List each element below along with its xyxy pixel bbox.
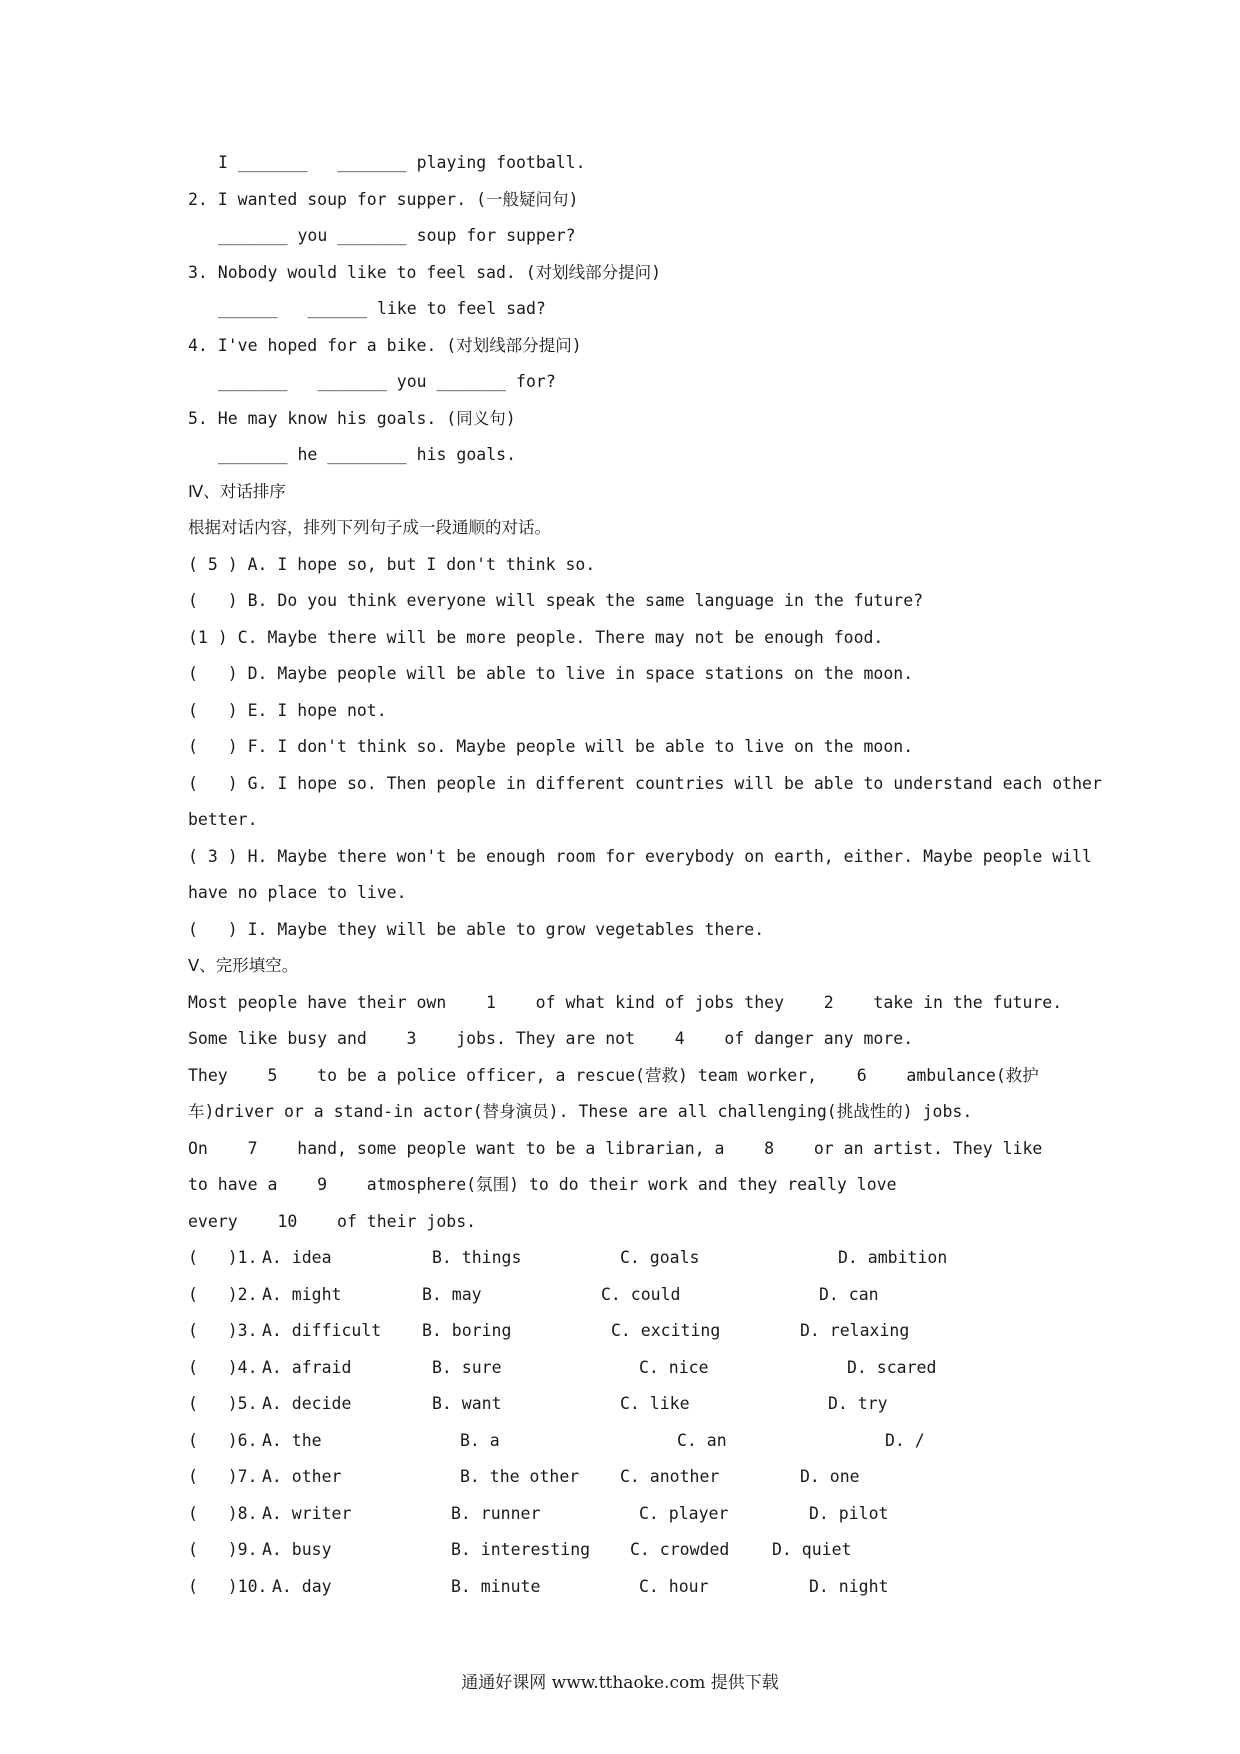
option-c: C. nice [639, 1358, 709, 1377]
option-d: D. one [800, 1467, 860, 1486]
option-a: A. the [262, 1431, 322, 1450]
option-b: B. a [460, 1431, 500, 1450]
option-d: D. relaxing [800, 1321, 910, 1340]
option-a: A. other [262, 1467, 342, 1486]
option-d: D. quiet [772, 1540, 852, 1559]
option-b: B. things [432, 1248, 522, 1267]
option-c: C. hour [639, 1577, 709, 1596]
answer-line-3: ______ ______ like to feel sad? [218, 299, 546, 318]
option-d: D. / [885, 1431, 925, 1450]
option-c: C. exciting [611, 1321, 721, 1340]
answer-line-4: _______ _______ you _______ for? [218, 372, 556, 391]
option-c: C. an [677, 1431, 727, 1450]
option-d: D. ambition [838, 1248, 948, 1267]
passage-line: Some like busy and 3 jobs. They are not 4 of danger any more. [188, 1029, 914, 1048]
option-b: B. the other [460, 1467, 580, 1486]
question-number: ( )2. [188, 1285, 258, 1304]
question-number: ( )7. [188, 1467, 258, 1486]
option-a: A. decide [262, 1394, 352, 1413]
dialogue-line: ( ) D. Maybe people will be able to live in space stations on the moon. [188, 664, 914, 683]
dialogue-line: better. [188, 810, 258, 829]
option-b: B. runner [451, 1504, 541, 1523]
dialogue-line: ( ) E. I hope not. [188, 701, 387, 720]
option-d: D. night [809, 1577, 889, 1596]
passage-line: every 10 of their jobs. [188, 1212, 477, 1231]
question-number: ( )3. [188, 1321, 258, 1340]
option-d: D. try [828, 1394, 888, 1413]
dialogue-line: ( ) B. Do you think everyone will speak the same language in the future? [188, 591, 924, 610]
option-b: B. may [422, 1285, 482, 1304]
option-a: A. difficult [262, 1321, 382, 1340]
option-b: B. boring [422, 1321, 512, 1340]
passage-line: 车)driver or a stand-in actor(替身演员). These are all challenging(挑战性的) jobs. [188, 1102, 973, 1121]
question-number: ( )10. [188, 1577, 268, 1596]
answer-line-1: I _______ _______ playing football. [218, 153, 586, 172]
option-a: A. idea [262, 1248, 332, 1267]
option-c: C. player [639, 1504, 729, 1523]
page-footer: 通通好课网 www.tthaoke.com 提供下载 [461, 1673, 779, 1693]
question-number: ( )9. [188, 1540, 258, 1559]
question-5: 5. He may know his goals. (同义句) [188, 409, 516, 428]
passage-line: On 7 hand, some people want to be a librarian, a 8 or an artist. They like [188, 1139, 1043, 1158]
option-a: A. day [272, 1577, 332, 1596]
option-a: A. busy [262, 1540, 332, 1559]
question-number: ( )6. [188, 1431, 258, 1450]
question-2: 2. I wanted soup for supper. (一般疑问句) [188, 190, 579, 209]
section-4-heading: Ⅳ、对话排序 [188, 482, 286, 501]
question-number: ( )1. [188, 1248, 258, 1267]
question-number: ( )4. [188, 1358, 258, 1377]
question-number: ( )8. [188, 1504, 258, 1523]
option-d: D. scared [847, 1358, 937, 1377]
option-c: C. goals [620, 1248, 700, 1267]
option-d: D. pilot [809, 1504, 889, 1523]
dialogue-line: ( 3 ) H. Maybe there won't be enough room for everybody on earth, either. Maybe people will [188, 847, 1092, 866]
option-b: B. interesting [451, 1540, 591, 1559]
passage-line: to have a 9 atmosphere(氛围) to do their work and they really love [188, 1175, 897, 1194]
question-number: ( )5. [188, 1394, 258, 1413]
option-c: C. another [620, 1467, 720, 1486]
question-4: 4. I've hoped for a bike. (对划线部分提问) [188, 336, 582, 355]
dialogue-line: ( ) F. I don't think so. Maybe people will be able to live on the moon. [188, 737, 914, 756]
option-a: A. afraid [262, 1358, 352, 1377]
passage-line: Most people have their own 1 of what kind of jobs they 2 take in the future. [188, 993, 1063, 1012]
option-b: B. minute [451, 1577, 541, 1596]
dialogue-line: ( 5 ) A. I hope so, but I don't think so. [188, 555, 596, 574]
option-a: A. might [262, 1285, 342, 1304]
option-b: B. want [432, 1394, 502, 1413]
option-c: C. like [620, 1394, 690, 1413]
dialogue-line: ( ) I. Maybe they will be able to grow vegetables there. [188, 920, 765, 939]
section-4-instruction: 根据对话内容，排列下列句子成一段通顺的对话。 [188, 518, 551, 537]
option-a: A. writer [262, 1504, 352, 1523]
option-c: C. could [601, 1285, 681, 1304]
option-b: B. sure [432, 1358, 502, 1377]
answer-line-2: _______ you _______ soup for supper? [218, 226, 576, 245]
option-c: C. crowded [630, 1540, 730, 1559]
answer-line-5: _______ he ________ his goals. [218, 445, 517, 464]
section-5-heading: Ⅴ、完形填空。 [188, 956, 299, 975]
dialogue-line: ( ) G. I hope so. Then people in different countries will be able to understand each other [188, 774, 1102, 793]
passage-line: They 5 to be a police officer, a rescue(营救) team worker, 6 ambulance(救护 [188, 1066, 1039, 1085]
option-d: D. can [819, 1285, 879, 1304]
dialogue-line: (1 ) C. Maybe there will be more people. There may not be enough food. [188, 628, 884, 647]
dialogue-line: have no place to live. [188, 883, 407, 902]
question-3: 3. Nobody would like to feel sad. (对划线部分提问) [188, 263, 662, 282]
